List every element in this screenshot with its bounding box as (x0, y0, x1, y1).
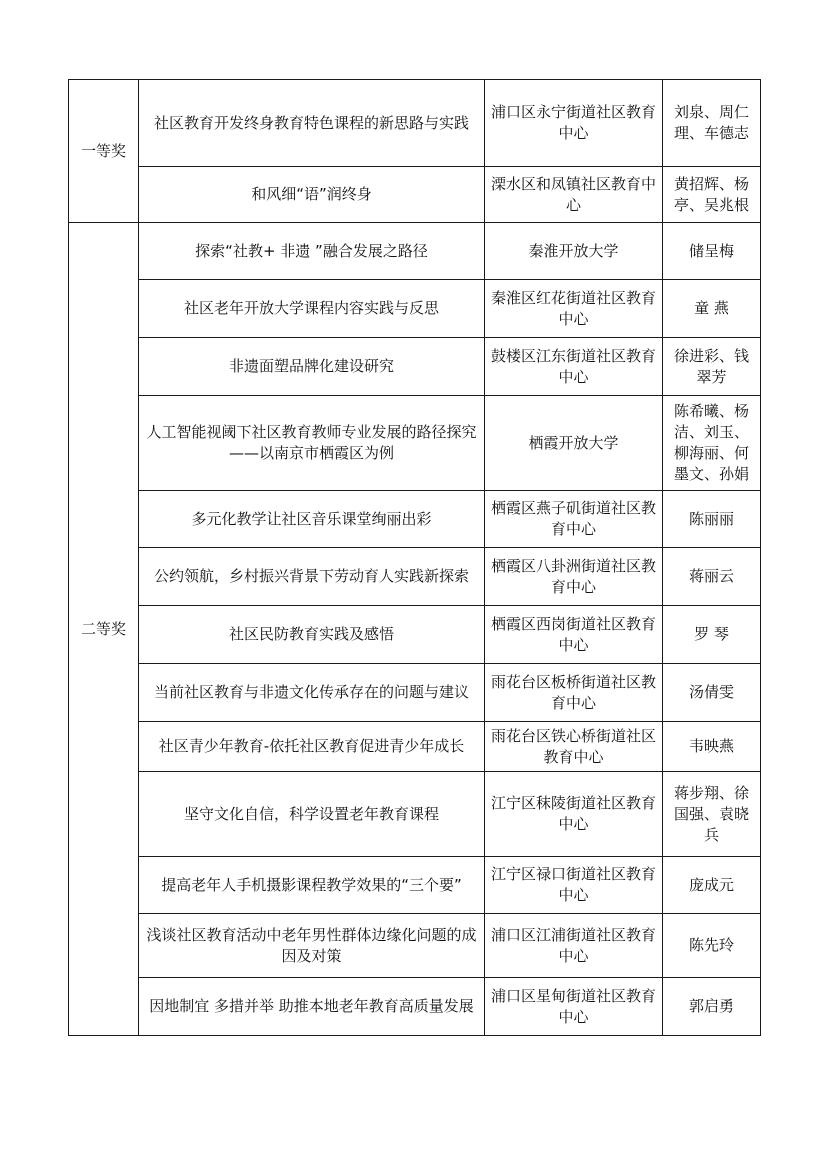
table-row (69, 396, 761, 491)
authors: 刘泉、周仁理、车德志 (663, 80, 761, 167)
table-row (69, 664, 761, 722)
authors: 庞成元 (663, 857, 761, 914)
table-row (69, 772, 761, 857)
organization: 江宁区秣陵街道社区教育中心 (485, 772, 663, 857)
organization: 雨花台区板桥街道社区教育中心 (485, 664, 663, 722)
organization: 江宁区禄口街道社区教育中心 (485, 857, 663, 914)
authors: 蒋丽云 (663, 548, 761, 606)
table-row (69, 722, 761, 772)
authors: 陈希曦、杨洁、刘玉、柳海丽、何墨文、孙娟 (663, 396, 761, 491)
organization: 鼓楼区江东街道社区教育中心 (485, 338, 663, 396)
organization: 雨花台区铁心桥街道社区教育中心 (485, 722, 663, 772)
authors: 童 燕 (663, 280, 761, 338)
authors: 汤倩雯 (663, 664, 761, 722)
paper-title: 社区教育开发终身教育特色课程的新思路与实践 (139, 80, 485, 167)
paper-title: 探索“社教+ 非遗 ”融合发展之路径 (139, 223, 485, 280)
authors: 韦映燕 (663, 722, 761, 772)
organization: 浦口区江浦街道社区教育中心 (485, 914, 663, 978)
paper-title: 多元化教学让社区音乐课堂绚丽出彩 (139, 491, 485, 548)
table-row (69, 338, 761, 396)
organization: 浦口区星甸街道社区教育中心 (485, 978, 663, 1036)
organization: 溧水区和凤镇社区教育中心 (485, 167, 663, 223)
organization: 秦淮开放大学 (485, 223, 663, 280)
prize-level-first: 一等奖 (69, 80, 139, 223)
table-row (69, 80, 761, 167)
authors: 陈先玲 (663, 914, 761, 978)
paper-title: 当前社区教育与非遗文化传承存在的问题与建议 (139, 664, 485, 722)
paper-title: 社区老年开放大学课程内容实践与反思 (139, 280, 485, 338)
table-row (69, 857, 761, 914)
organization: 栖霞区燕子矶街道社区教育中心 (485, 491, 663, 548)
paper-title: 非遗面塑品牌化建设研究 (139, 338, 485, 396)
table-row (69, 167, 761, 223)
paper-title: 浅谈社区教育活动中老年男性群体边缘化问题的成因及对策 (139, 914, 485, 978)
organization: 栖霞区西岗街道社区教育中心 (485, 606, 663, 664)
table-row (69, 978, 761, 1036)
table-row (69, 914, 761, 978)
authors: 郭启勇 (663, 978, 761, 1036)
organization: 秦淮区红花街道社区教育中心 (485, 280, 663, 338)
authors: 蒋步翔、徐国强、袁晓兵 (663, 772, 761, 857)
organization: 栖霞区八卦洲街道社区教育中心 (485, 548, 663, 606)
table-row (69, 606, 761, 664)
paper-title: 社区民防教育实践及感悟 (139, 606, 485, 664)
authors: 陈丽丽 (663, 491, 761, 548)
paper-title: 提高老年人手机摄影课程教学效果的“三个要” (139, 857, 485, 914)
paper-title: 公约领航，乡村振兴背景下劳动育人实践新探索 (139, 548, 485, 606)
organization: 栖霞开放大学 (485, 396, 663, 491)
awards-table (68, 79, 761, 1036)
table-row (69, 548, 761, 606)
paper-title: 社区青少年教育-依托社区教育促进青少年成长 (139, 722, 485, 772)
paper-title: 人工智能视阈下社区教育教师专业发展的路径探究——以南京市栖霞区为例 (139, 396, 485, 491)
authors: 储呈梅 (663, 223, 761, 280)
authors: 罗 琴 (663, 606, 761, 664)
organization: 浦口区永宁街道社区教育中心 (485, 80, 663, 167)
table-row (69, 223, 761, 280)
prize-level-second: 二等奖 (69, 223, 139, 1036)
paper-title: 因地制宜 多措并举 助推本地老年教育高质量发展 (139, 978, 485, 1036)
table-row (69, 491, 761, 548)
paper-title: 和风细“语”润终身 (139, 167, 485, 223)
authors: 黄招辉、杨亭、吴兆根 (663, 167, 761, 223)
awards-table-body (69, 80, 761, 1036)
authors: 徐进彩、钱翠芳 (663, 338, 761, 396)
paper-title: 坚守文化自信，科学设置老年教育课程 (139, 772, 485, 857)
table-row (69, 280, 761, 338)
